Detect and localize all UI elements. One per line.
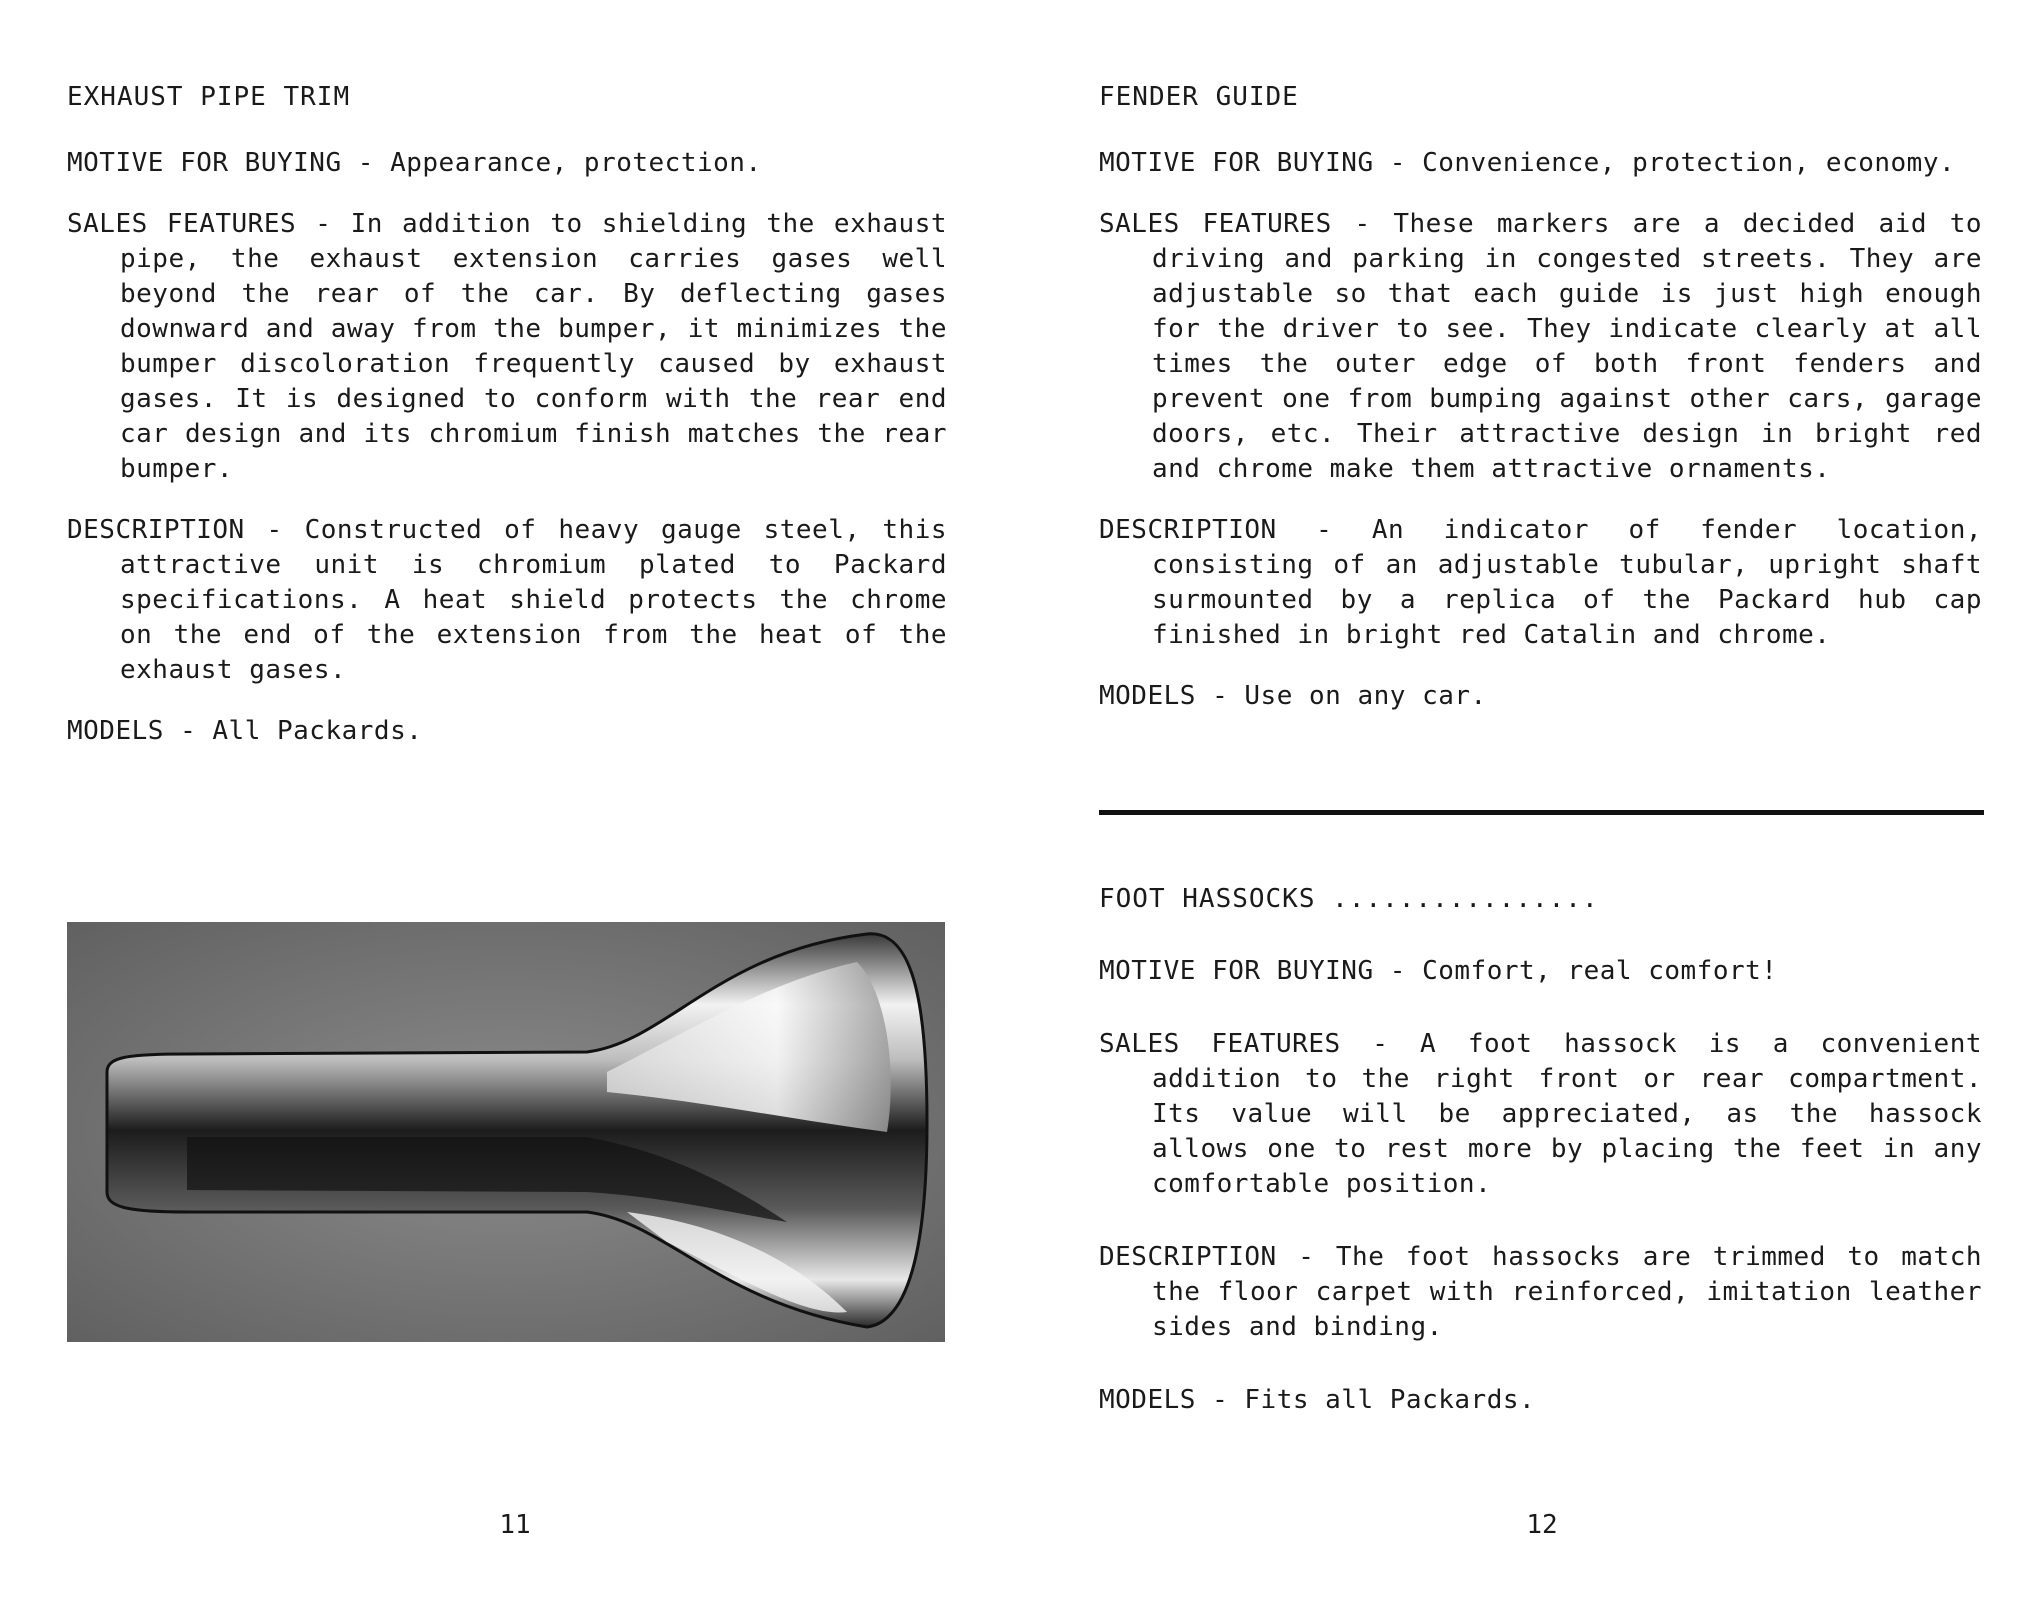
models-paragraph	[1099, 679, 1982, 714]
models-text: Fits all Packards.	[1244, 1385, 1536, 1415]
section-title: FENDER GUIDE	[1099, 82, 1299, 112]
sales-features-text: A foot hassock is a convenient addition to the right front or rear compartment. Its value will be appreciated, as the hassock allows one to rest more by placing the feet in any comfortable position.	[1152, 1029, 1983, 1199]
models-label: MODELS -	[1099, 1385, 1229, 1415]
description-label: DESCRIPTION -	[1099, 515, 1333, 545]
foot-hassocks-section	[1099, 882, 1982, 1418]
motive-label: MOTIVE FOR BUYING -	[1099, 956, 1406, 986]
page-number: 11	[499, 1510, 531, 1540]
motive-paragraph	[67, 146, 947, 181]
sales-features-paragraph	[1099, 1027, 1982, 1202]
models-label: MODELS -	[1099, 681, 1229, 711]
motive-text: Convenience, protection, economy.	[1422, 148, 1956, 178]
motive-text: Comfort, real comfort!	[1422, 956, 1778, 986]
models-label: MODELS -	[67, 716, 197, 746]
section-title: EXHAUST PIPE TRIM	[67, 82, 351, 112]
sales-features-text: These markers are a decided aid to driving and parking in congested streets. They are adjustable so that each guide is just high enough for the driver to see. They indicate clearly at all times the outer edge of both front fenders and prevent one from bumping against other cars, garage doors, etc. Their attractive design in bright red and chrome make them attractive ornaments.	[1152, 209, 1983, 484]
models-text: All Packards.	[212, 716, 423, 746]
models-paragraph	[1099, 1383, 1982, 1418]
exhaust-extension-photo	[67, 922, 945, 1342]
description-paragraph	[1099, 513, 1982, 653]
sales-features-paragraph	[67, 207, 947, 487]
fender-guide-section	[1099, 80, 1982, 714]
sales-features-label: SALES FEATURES -	[1099, 1029, 1389, 1059]
models-paragraph	[67, 714, 947, 749]
description-paragraph	[67, 513, 947, 688]
description-label: DESCRIPTION -	[67, 515, 283, 545]
motive-label: MOTIVE FOR BUYING -	[67, 148, 374, 178]
motive-label: MOTIVE FOR BUYING -	[1099, 148, 1406, 178]
description-text: Constructed of heavy gauge steel, this attractive unit is chromium plated to Packard specifications. A heat shield protects the chrome on the end of the extension from the heat of the exhaust gases.	[120, 515, 948, 685]
models-text: Use on any car.	[1244, 681, 1487, 711]
sales-features-label: SALES FEATURES -	[67, 209, 332, 239]
description-paragraph	[1099, 1240, 1982, 1345]
exhaust-section	[67, 80, 947, 749]
sales-features-paragraph	[1099, 207, 1982, 487]
motive-paragraph	[1099, 954, 1982, 989]
sales-features-label: SALES FEATURES -	[1099, 209, 1371, 239]
sales-features-text: In addition to shielding the exhaust pipe, the exhaust extension carries gases well beyond the rear of the car. By deflecting gases downward and away from the bumper, it minimizes the bumper discoloration frequently caused by exhaust gases. It is designed to conform with the rear end car design and its chromium finish matches the rear bumper.	[120, 209, 947, 484]
description-text: An indicator of fender location, consisting of an adjustable tubular, upright shaft surmounted by a replica of the Packard hub cap finished in bright red Catalin and chrome.	[1152, 515, 1983, 650]
right-page	[1019, 0, 2038, 1600]
page-number: 12	[1526, 1510, 1558, 1540]
motive-text: Appearance, protection.	[390, 148, 762, 178]
description-text: The foot hassocks are trimmed to match the floor carpet with reinforced, imitation leather sides and binding.	[1152, 1242, 1982, 1342]
motive-paragraph	[1099, 146, 1982, 181]
section-divider	[1099, 810, 1984, 815]
exhaust-extension-illustration	[67, 922, 945, 1342]
section-title: FOOT HASSOCKS ................	[1099, 884, 1599, 914]
description-label: DESCRIPTION -	[1099, 1242, 1315, 1272]
